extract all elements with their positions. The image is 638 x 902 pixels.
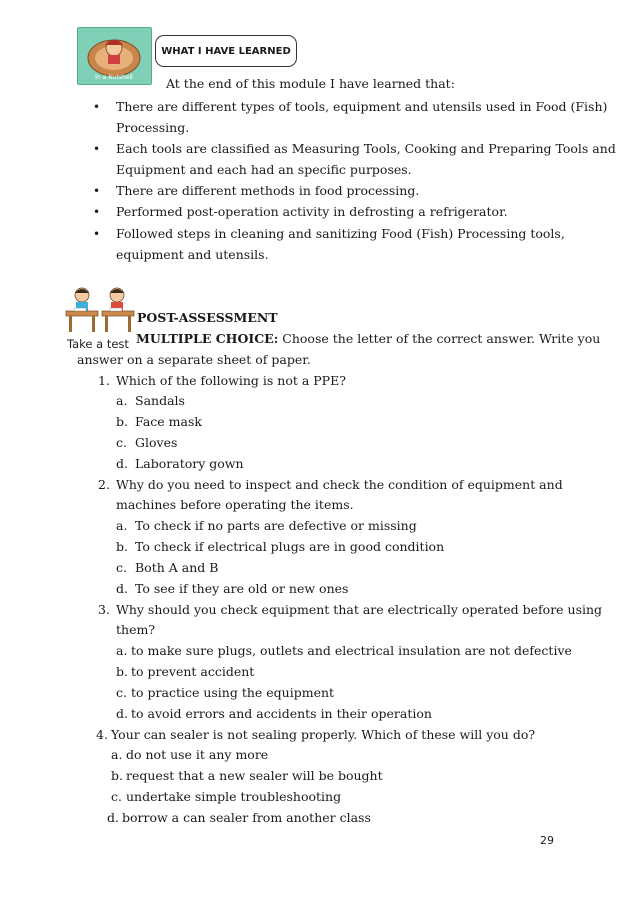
question-3-text-line2: them? <box>116 622 156 637</box>
q4-option-text: borrow a can sealer from another class <box>122 810 371 825</box>
question-2-text-line2: machines before operating the items. <box>116 497 354 512</box>
q3-option-letter: b. <box>116 664 128 679</box>
q4-option-letter: a. <box>111 747 123 762</box>
q1-option-text: Face mask <box>135 414 202 429</box>
q3-option-letter: d. <box>116 706 128 721</box>
q2-option-text: To see if they are old or new ones <box>135 581 349 596</box>
learned-item-1-line2: Processing. <box>116 120 190 135</box>
bullet-icon: • <box>93 142 101 156</box>
q1-option-text: Gloves <box>135 435 178 450</box>
q4-option-letter: c. <box>111 789 122 804</box>
bullet-icon: • <box>93 227 101 241</box>
question-4-text: Your can sealer is not sealing properly. Which of these will you do? <box>111 727 536 742</box>
section-banner: WHAT I HAVE LEARNED <box>155 35 297 67</box>
intro-text: At the end of this module I have learned that: <box>166 76 455 91</box>
question-3-number: 3. <box>98 602 110 617</box>
svg-text:In a Nutshell: In a Nutshell <box>95 74 133 81</box>
q1-option-letter: c. <box>116 435 127 450</box>
q2-option-letter: b. <box>116 539 128 554</box>
q4-option-text: undertake simple troubleshooting <box>126 789 342 804</box>
q2-option-text: To check if electrical plugs are in good condition <box>135 539 445 554</box>
bullet-icon: • <box>93 205 101 219</box>
question-1-number: 1. <box>98 373 110 388</box>
learned-item-5-line2: equipment and utensils. <box>116 247 269 262</box>
take-a-test-caption: Take a test <box>67 337 129 351</box>
q2-option-text: To check if no parts are defective or missing <box>135 518 417 533</box>
q1-option-text: Laboratory gown <box>135 456 244 471</box>
q1-option-text: Sandals <box>135 393 185 408</box>
mc-instruction-rest: Choose the letter of the correct answer. Write you <box>282 331 601 346</box>
q1-option-letter: d. <box>116 456 128 471</box>
q3-option-text: to avoid errors and accidents in their operation <box>131 706 432 721</box>
learned-item-4: Performed post-operation activity in defrosting a refrigerator. <box>116 204 508 219</box>
bullet-icon: • <box>93 100 101 114</box>
bullet-icon: • <box>93 184 101 198</box>
q4-option-letter: d. <box>107 810 119 825</box>
learned-item-2-line1: Each tools are classified as Measuring Tools, Cooking and Preparing Tools and <box>116 141 616 156</box>
q1-option-letter: a. <box>116 393 128 408</box>
q2-option-text: Both A and B <box>135 560 219 575</box>
q3-option-text: to practice using the equipment <box>131 685 335 700</box>
learned-item-2-line2: Equipment and each had an specific purposes. <box>116 162 412 177</box>
mc-instruction-line2: answer on a separate sheet of paper. <box>77 352 311 367</box>
mc-label: MULTIPLE CHOICE: <box>136 331 279 346</box>
question-1-text: Which of the following is not a PPE? <box>116 373 346 388</box>
nutshell-logo <box>77 27 152 85</box>
q4-option-text: do not use it any more <box>126 747 269 762</box>
q2-option-letter: a. <box>116 518 128 533</box>
q2-option-letter: c. <box>116 560 127 575</box>
page-number: 29 <box>540 834 554 847</box>
question-4-number: 4. <box>96 727 108 742</box>
q4-option-letter: b. <box>111 768 123 783</box>
q3-option-text: to make sure plugs, outlets and electrical insulation are not defective <box>131 643 572 658</box>
assessment-title: POST-ASSESSMENT <box>137 310 278 325</box>
learned-item-5-line1: Followed steps in cleaning and sanitizing Food (Fish) Processing tools, <box>116 226 565 241</box>
learned-item-1-line1: There are different types of tools, equipment and utensils used in Food (Fish) <box>116 99 608 114</box>
q3-option-letter: c. <box>116 685 127 700</box>
learned-item-3: There are different methods in food processing. <box>116 183 420 198</box>
question-2-number: 2. <box>98 477 110 492</box>
q4-option-text: request that a new sealer will be bought <box>126 768 383 783</box>
q1-option-letter: b. <box>116 414 128 429</box>
question-2-text-line1: Why do you need to inspect and check the condition of equipment and <box>116 477 563 492</box>
question-3-text-line1: Why should you check equipment that are electrically operated before using <box>116 602 603 617</box>
q2-option-letter: d. <box>116 581 128 596</box>
mc-instruction-line1 <box>136 331 601 347</box>
q3-option-letter: a. <box>116 643 128 658</box>
q3-option-text: to prevent accident <box>131 664 255 679</box>
